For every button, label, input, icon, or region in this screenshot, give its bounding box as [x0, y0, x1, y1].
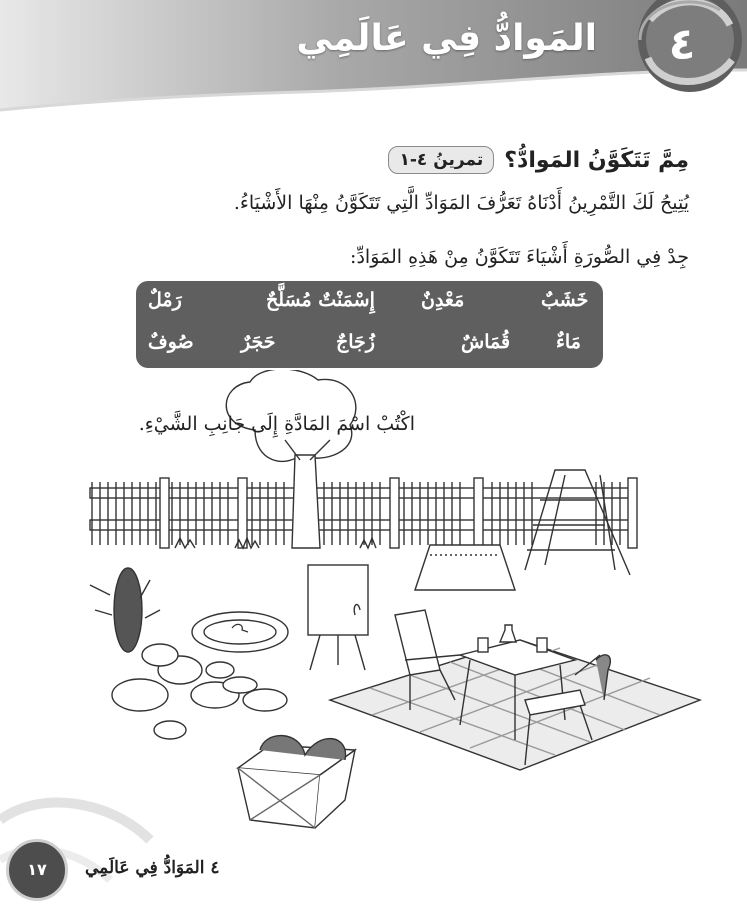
- material-word: صُوفٌ: [148, 331, 194, 353]
- wooden-fence: [90, 478, 637, 548]
- find-instruction: جِدْ فِي الصُّورَةِ أَشْيَاءَ تَتَكَوَّنُ مِنْ هَذِهِ المَوَادِّ:: [350, 246, 689, 268]
- material-word: قُمَاشٌ: [461, 331, 511, 353]
- material-word: إِسْمَنْتٌ مُسَلَّحٌ: [266, 289, 375, 311]
- material-word: خَشَبٌ: [541, 289, 589, 311]
- stepping-stones: [112, 644, 287, 739]
- chapter-number: ٤: [668, 19, 696, 70]
- garden-illustration: [0, 370, 747, 840]
- material-word: زُجَاجٌ: [336, 331, 375, 353]
- bush: [90, 568, 160, 652]
- material-word: مَاءٌ: [556, 331, 581, 353]
- page-number: ١٧: [27, 860, 47, 879]
- material-word: مَعْدِنٌ: [421, 289, 465, 311]
- material-word: رَمْلٌ: [148, 289, 182, 311]
- material-word: حَجَرٌ: [241, 331, 276, 353]
- easel-with-canvas: [308, 565, 368, 670]
- exercise-badge: تمرينُ ٤-١: [388, 146, 494, 174]
- sandbox: [415, 545, 515, 590]
- materials-word-box: [136, 281, 603, 368]
- exercise-heading: [388, 143, 689, 177]
- chapter-title: المَوادُّ فِي عَالَمِي: [296, 18, 597, 59]
- exercise-title: مِمَّ تَتَكَوَّنُ المَوادُّ؟: [504, 147, 689, 173]
- pond: [192, 612, 288, 652]
- footer-chapter-label: ٤ المَوَادُّ فِي عَالَمِي: [85, 858, 220, 878]
- chapter-header: [0, 0, 747, 112]
- page-number-badge: [6, 839, 68, 901]
- crate-with-cloth: [238, 736, 355, 828]
- write-instruction: اكْتُبْ اسْمَ المَادَّةِ إِلَى جَانِبِ الشَّيْءِ.: [138, 413, 415, 435]
- intro-text: يُتِيحُ لَكَ التَّمْرِينُ أَدْنَاهُ تَعَرُّفَ المَوَادِّ الَّتِي تَتَكَوَّنُ مِنْهَا الأَشْيَاءُ.: [233, 192, 689, 214]
